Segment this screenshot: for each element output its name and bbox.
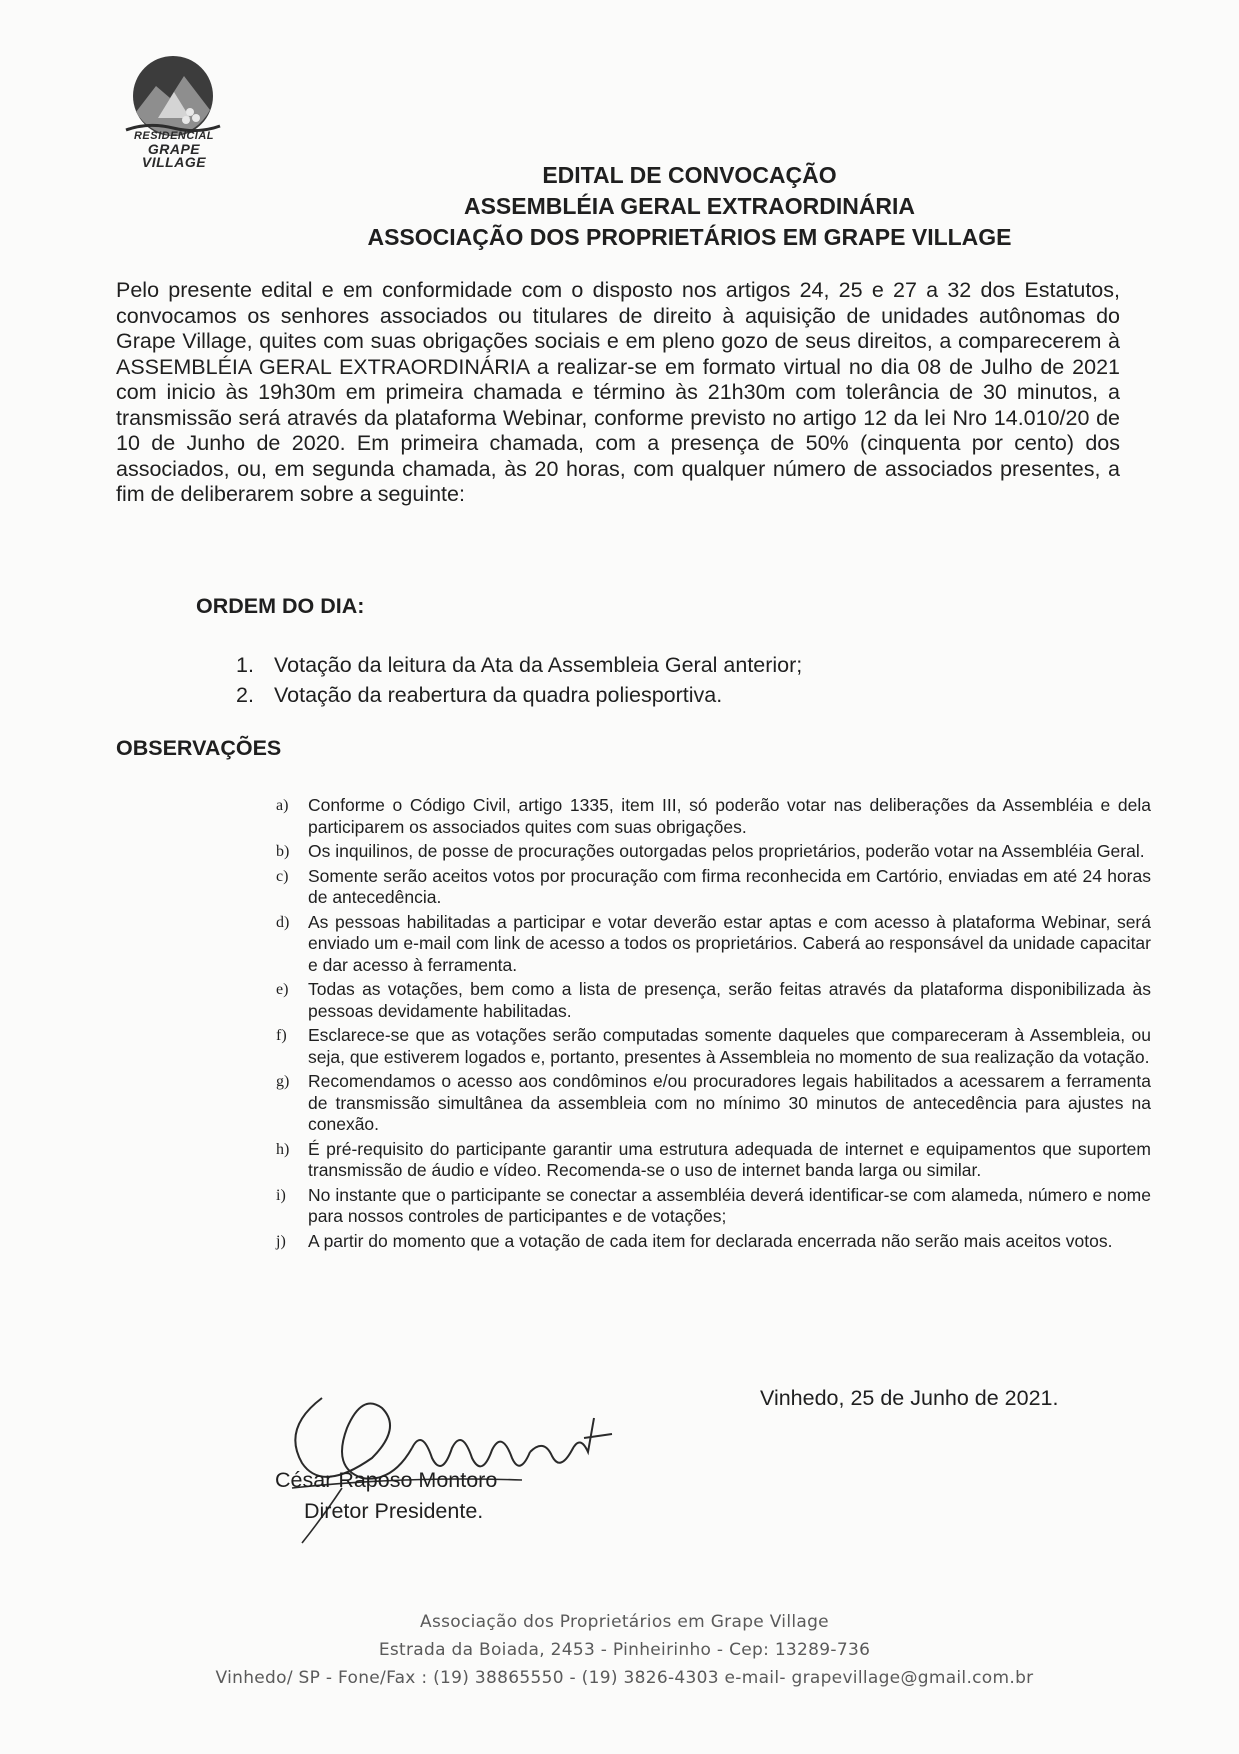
list-item-letter: i) [276, 1186, 286, 1204]
list-item [276, 912, 1151, 977]
list-item-letter: b) [276, 843, 290, 860]
list-item [236, 650, 802, 680]
observacoes-list [276, 795, 1151, 1255]
footer-line-2: Estrada da Boiada, 2453 - Pinheirinho - Cep: 13289-736 [378, 1640, 871, 1660]
list-item [276, 1071, 1151, 1136]
list-item [276, 841, 1151, 863]
list-item-text: Os inquilinos, de posse de procurações outorgadas pelos proprietários, poderão votar na Assembléia Geral. [308, 841, 1145, 861]
list-item-number: 2. [236, 683, 254, 707]
logo-line-2: GRAPE VILLAGE [141, 141, 207, 170]
list-item-text: Conforme o Código Civil, artigo 1335, item III, só poderão votar nas deliberações da Assembléia e dela participarem os associados quites com suas obrigações. [308, 795, 1151, 837]
list-item-letter: j) [276, 1232, 286, 1250]
list-item-letter: d) [276, 913, 290, 931]
signer-role: Diretor Presidente. [304, 1499, 484, 1523]
place-date: Vinhedo, 25 de Junho de 2021. [760, 1386, 1059, 1410]
signer-name: César Raposo Montoro [275, 1468, 498, 1492]
title-assembleia: ASSEMBLÉIA GERAL EXTRAORDINÁRIA [463, 193, 916, 219]
footer-line-1: Associação dos Proprietários em Grape Village [420, 1612, 829, 1632]
list-item [276, 1139, 1151, 1182]
ordem-do-dia-heading: ORDEM DO DIA: [196, 594, 365, 618]
list-item-text: A partir do momento que a votação de cada item for declarada encerrada não serão mais aceitos votos. [308, 1230, 1113, 1251]
title-edital: EDITAL DE CONVOCAÇÃO [542, 162, 837, 188]
ordem-do-dia-list [236, 650, 802, 710]
list-item [236, 680, 802, 710]
logo-line-1: RESIDENCIAL [133, 130, 215, 142]
list-item [276, 979, 1151, 1022]
list-item [276, 1025, 1151, 1068]
list-item-letter: a) [276, 797, 289, 814]
list-item [276, 795, 1151, 838]
title-associacao: ASSOCIAÇÃO DOS PROPRIETÁRIOS EM GRAPE VILLAGE [367, 224, 1012, 250]
list-item-number: 1. [236, 653, 254, 677]
list-item-text: Todas as votações, bem como a lista de presença, serão feitas através da plataforma disponibilizada às pessoas devidamente habilitadas. [308, 979, 1151, 1021]
list-item-letter: h) [276, 1140, 290, 1158]
list-item-letter: g) [276, 1073, 290, 1090]
list-item-text: Votação da reabertura da quadra poliesportiva. [274, 683, 723, 707]
list-item-text: Recomendamos o acesso aos condôminos e/ou procuradores legais habilitados a acessarem a ferramenta de transmissão simultânea da assembleia com no mínimo 30 minutos de antecedência para ajustes na conexão. [308, 1071, 1151, 1134]
list-item [276, 1185, 1151, 1228]
observacoes-heading: OBSERVAÇÕES [116, 736, 282, 760]
list-item-text: Esclarece-se que as votações serão computadas somente daqueles que compareceram à Assembleia, ou seja, que estiverem logados e, portanto, presentes à Assembleia no momento de sua realização da votação. [308, 1025, 1151, 1067]
footer [0, 1608, 1239, 1692]
footer-line-3: Vinhedo/ SP - Fone/Fax : (19) 38865550 - (19) 3826-4303 e-mail- grapevillage@gmail.com.br [215, 1668, 1034, 1688]
list-item-letter: e) [276, 981, 289, 998]
list-item [276, 866, 1151, 909]
document-titles [0, 160, 1239, 253]
list-item-text: No instante que o participante se conectar a assembléia deverá identificar-se com alameda, número e nome para nossos controles de participantes e de votações; [308, 1184, 1151, 1226]
list-item-text: Votação da leitura da Ata da Assembleia Geral anterior; [274, 653, 803, 677]
intro-paragraph: Pelo presente edital e em conformidade com o disposto nos artigos 24, 25 e 27 a 32 dos Estatutos, convocamos os senhores associados ou titulares de direito à aquisição de unidades autônomas do Grape Village, quites com suas obrigações sociais e em pleno gozo de seus direitos, a comparecerem à ASSEMBLÉIA GERAL EXTRAORDINÁRIA a realizar-se em formato virtual no dia 08 de Julho de 2021 com inicio às 19h30m em primeira chamada e término às 21h30m com tolerância de 30 minutos, a transmissão será através da plataforma Webinar, conforme previsto no artigo 12 da lei Nro 14.010/20 de 10 de Junho de 2020. Em primeira chamada, com a presença de 50% (cinquenta por cento) dos associados, ou, em segunda chamada, às 20 horas, com qualquer número de associados presentes, a fim de deliberarem sobre a seguinte: [116, 278, 1120, 506]
list-item-text: Somente serão aceitos votos por procuração com firma reconhecida em Cartório, enviadas em até 24 horas de antecedência. [308, 865, 1151, 907]
list-item-letter: c) [276, 867, 289, 885]
list-item-text: As pessoas habilitadas a participar e votar deverão estar aptas e com acesso à plataforma Webinar, será enviado um e-mail com link de acesso a todos os proprietários. Caberá ao responsável da unidade capacitar e dar acesso à ferramenta. [308, 911, 1151, 975]
list-item-text: É pré-requisito do participante garantir uma estrutura adequada de internet e equipamentos que suportem transmissão de áudio e vídeo. Recomenda-se o uso de internet banda larga ou similar. [308, 1138, 1151, 1180]
list-item-letter: f) [276, 1027, 287, 1044]
list-item [276, 1231, 1151, 1253]
